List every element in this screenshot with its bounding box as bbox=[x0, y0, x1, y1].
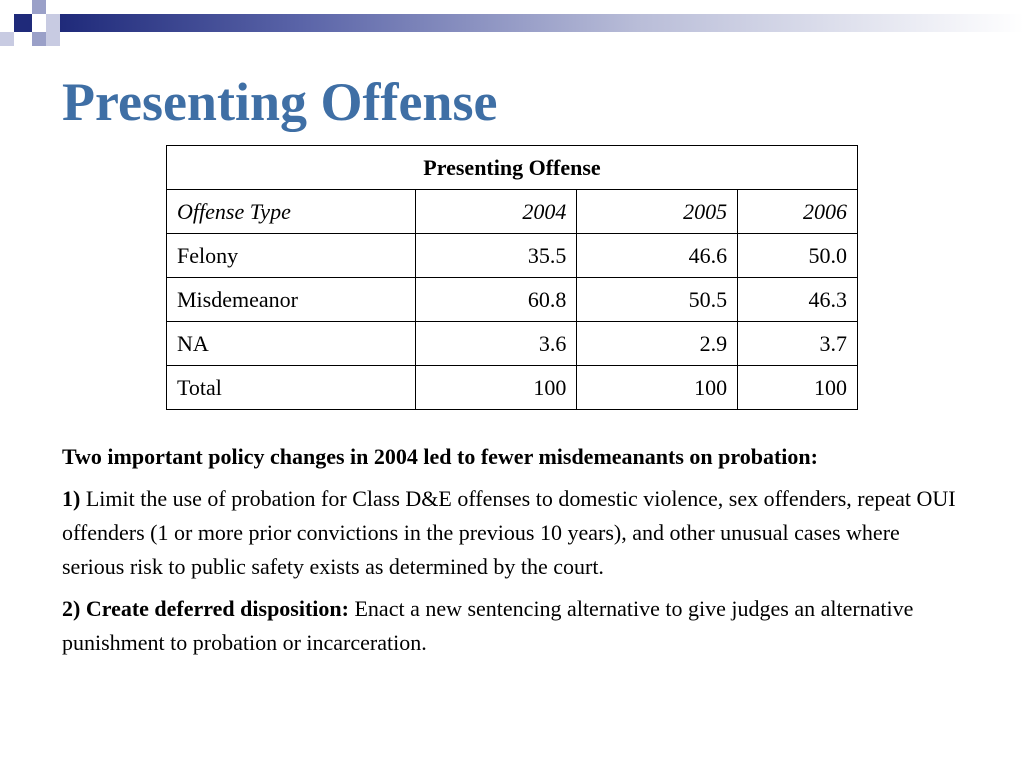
decor-square-light bbox=[0, 32, 14, 46]
offense-table bbox=[166, 145, 858, 410]
table-row bbox=[167, 278, 858, 322]
decor-square-light bbox=[32, 0, 46, 14]
table-cell: 50.0 bbox=[738, 234, 858, 278]
table-cell: 46.6 bbox=[577, 234, 738, 278]
column-header-offense-type: Offense Type bbox=[167, 190, 416, 234]
table-cell: 2.9 bbox=[577, 322, 738, 366]
header-gradient-bar bbox=[60, 14, 1024, 32]
table-cell: 50.5 bbox=[577, 278, 738, 322]
table-cell: 3.6 bbox=[415, 322, 577, 366]
row-label: Total bbox=[167, 366, 416, 410]
column-header-2006: 2006 bbox=[738, 190, 858, 234]
table-row bbox=[167, 366, 858, 410]
row-label: Felony bbox=[167, 234, 416, 278]
decor-square-light bbox=[32, 32, 46, 46]
column-header-2004: 2004 bbox=[415, 190, 577, 234]
table-cell: 60.8 bbox=[415, 278, 577, 322]
row-label: Misdemeanor bbox=[167, 278, 416, 322]
table-cell: 100 bbox=[738, 366, 858, 410]
policy-item-1-number: 1) bbox=[62, 486, 81, 511]
column-header-2005: 2005 bbox=[577, 190, 738, 234]
policy-item-2-text: Enact a new sentencing alternative to give judges an alternative punishment to probation or incarceration. bbox=[62, 596, 914, 655]
table-cell: 3.7 bbox=[738, 322, 858, 366]
policy-text bbox=[62, 440, 962, 668]
decor-square-light bbox=[46, 32, 60, 46]
policy-item-2 bbox=[62, 592, 962, 660]
table-caption: Presenting Offense bbox=[167, 146, 858, 190]
policy-item-1-text: Limit the use of probation for Class D&E offenses to domestic violence, sex offenders, repeat OUI offenders (1 or more prior convictions in the previous 10 years), and other unusual cases where serious risk to public safety exists as determined by the court. bbox=[62, 486, 956, 579]
table-row bbox=[167, 234, 858, 278]
table-cell: 35.5 bbox=[415, 234, 577, 278]
decor-square-dark bbox=[14, 14, 32, 32]
header-decoration bbox=[0, 0, 1024, 46]
table-row bbox=[167, 322, 858, 366]
table-cell: 100 bbox=[577, 366, 738, 410]
table-cell: 100 bbox=[415, 366, 577, 410]
table-cell: 46.3 bbox=[738, 278, 858, 322]
policy-item-1 bbox=[62, 482, 962, 584]
table-caption-row bbox=[167, 146, 858, 190]
policy-intro: Two important policy changes in 2004 led to fewer misdemeanants on probation: bbox=[62, 444, 818, 469]
policy-item-2-lead: 2) Create deferred disposition: bbox=[62, 596, 349, 621]
row-label: NA bbox=[167, 322, 416, 366]
decor-square-light bbox=[46, 14, 60, 32]
table-header-row bbox=[167, 190, 858, 234]
slide-title: Presenting Offense bbox=[62, 72, 498, 132]
